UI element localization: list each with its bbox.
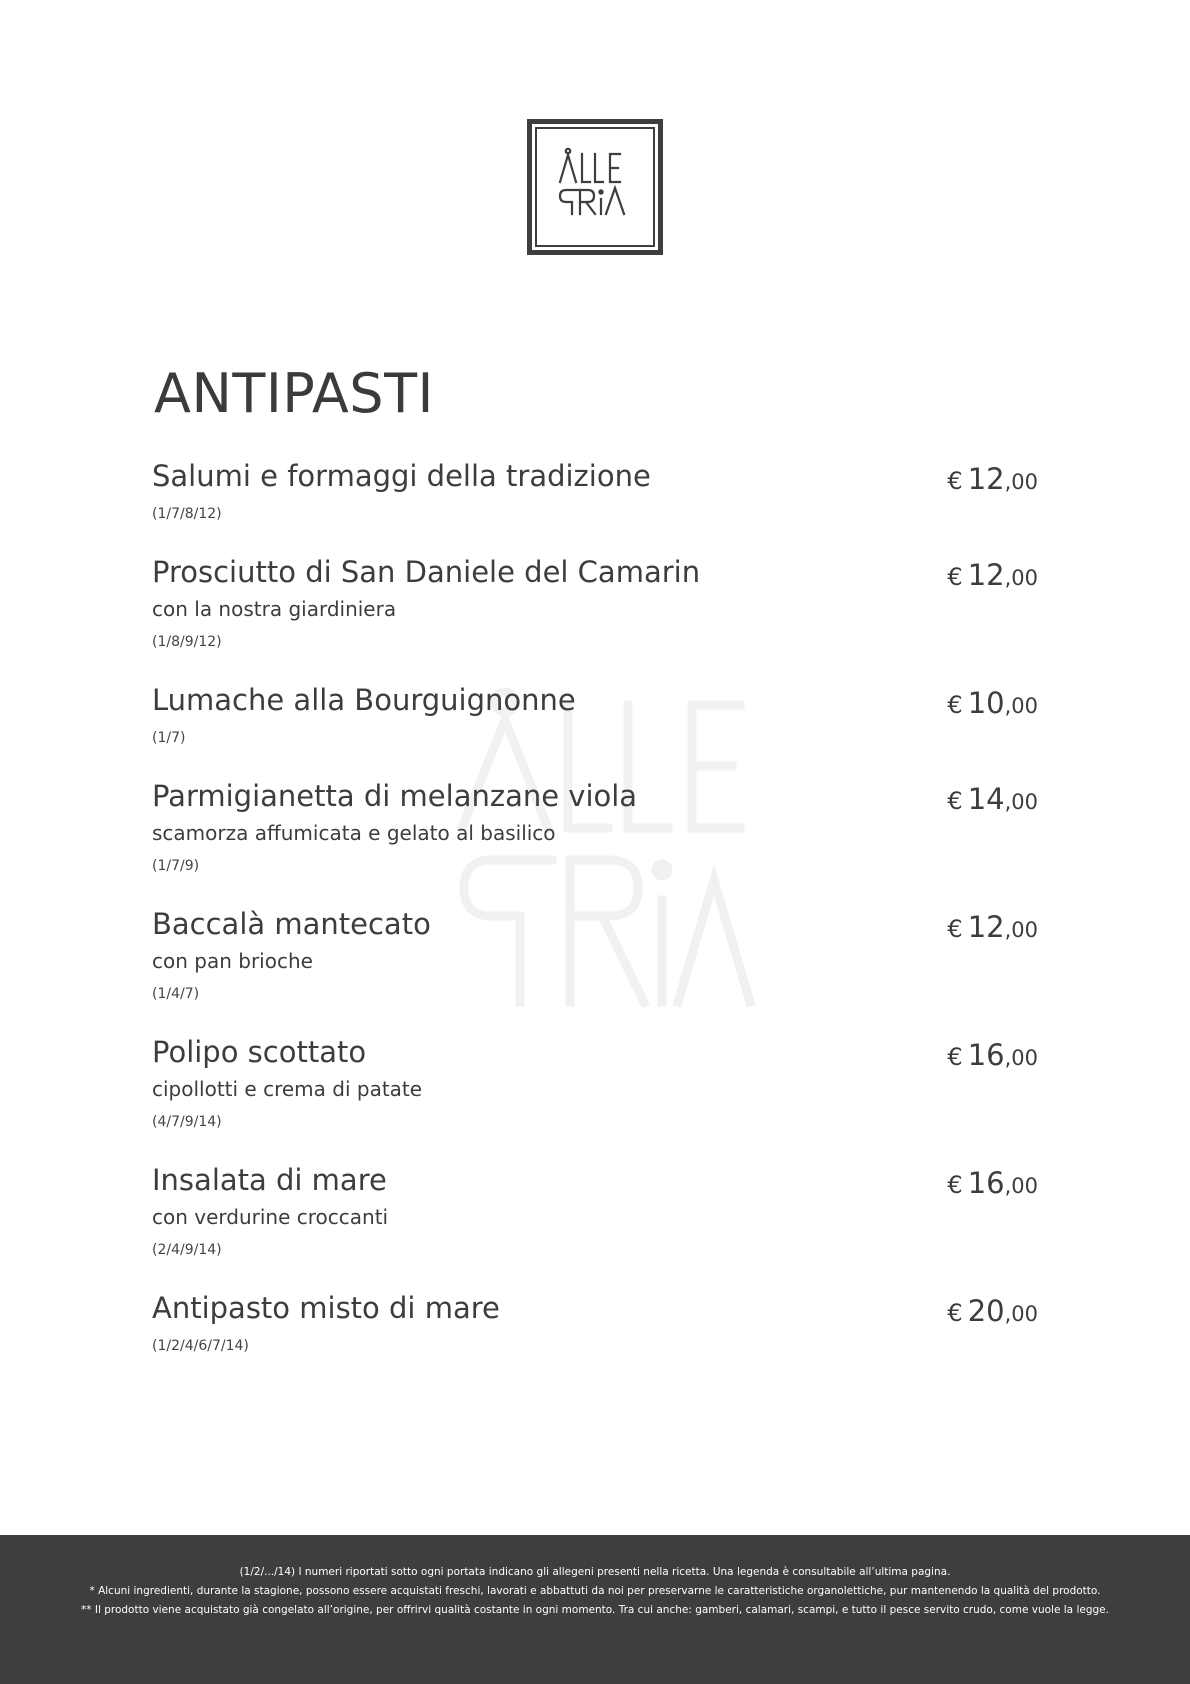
price-decimal: ,00	[1004, 566, 1038, 590]
item-price	[947, 686, 1038, 720]
footer-allergen-note: (1/2/.../14) I numeri riportati sotto ogni portata indicano gli allegeni presenti nella ricetta. Una legenda è consultabile all’ultima pagina.	[239, 1566, 951, 1578]
menu-item	[152, 1034, 1040, 1131]
item-name: Lumache alla Bourguignonne	[152, 683, 576, 717]
section-title: ANTIPASTI	[154, 362, 434, 425]
item-price	[947, 910, 1038, 944]
price-decimal: ,00	[1004, 1174, 1038, 1198]
price-integer: 16	[967, 1166, 1005, 1200]
restaurant-logo	[527, 119, 663, 255]
currency-symbol: €	[947, 787, 963, 815]
menu-item	[152, 778, 1040, 875]
currency-symbol: €	[947, 691, 963, 719]
item-allergens: (1/2/4/6/7/14)	[152, 1338, 249, 1354]
item-price	[947, 1038, 1038, 1072]
item-price	[947, 462, 1038, 496]
item-allergens: (1/7/8/12)	[152, 506, 222, 522]
price-integer: 12	[967, 462, 1005, 496]
price-decimal: ,00	[1004, 694, 1038, 718]
item-description: scamorza affumicata e gelato al basilico	[152, 821, 556, 845]
price-integer: 12	[967, 910, 1005, 944]
item-name: Baccalà mantecato	[152, 907, 431, 941]
price-decimal: ,00	[1004, 470, 1038, 494]
price-integer: 12	[967, 558, 1005, 592]
item-allergens: (2/4/9/14)	[152, 1242, 222, 1258]
price-integer: 10	[967, 686, 1005, 720]
item-allergens: (1/4/7)	[152, 986, 200, 1002]
footer-notes	[0, 1535, 1190, 1684]
currency-symbol: €	[947, 563, 963, 591]
menu-item	[152, 906, 1040, 1003]
item-description: con verdurine croccanti	[152, 1205, 389, 1229]
price-integer: 16	[967, 1038, 1005, 1072]
item-name: Insalata di mare	[152, 1163, 387, 1197]
item-description: con la nostra giardiniera	[152, 597, 397, 621]
item-name: Parmigianetta di melanzane viola	[152, 779, 638, 813]
item-name: Prosciutto di San Daniele del Camarin	[152, 555, 701, 589]
item-description: con pan brioche	[152, 949, 313, 973]
menu-item	[152, 1162, 1040, 1259]
footer-fresh-note: * Alcuni ingredienti, durante la stagione, possono essere acquistati freschi, lavorati e abbattuti da noi per preservarne le caratteristiche organolettiche, pur mantenendo la qualità del prodotto.	[89, 1585, 1101, 1597]
item-name: Antipasto misto di mare	[152, 1291, 500, 1325]
price-integer: 14	[967, 782, 1005, 816]
item-name: Salumi e formaggi della tradizione	[152, 459, 651, 493]
item-price	[947, 1294, 1038, 1328]
menu-item	[152, 554, 1040, 651]
price-decimal: ,00	[1004, 1302, 1038, 1326]
currency-symbol: €	[947, 467, 963, 495]
logo-lettering-graphic	[532, 124, 658, 250]
item-price	[947, 782, 1038, 816]
currency-symbol: €	[947, 1171, 963, 1199]
item-price	[947, 1166, 1038, 1200]
price-decimal: ,00	[1004, 918, 1038, 942]
price-decimal: ,00	[1004, 790, 1038, 814]
item-allergens: (1/7/9)	[152, 858, 200, 874]
menu-item	[152, 458, 1040, 523]
item-allergens: (1/7)	[152, 730, 186, 746]
currency-symbol: €	[947, 1043, 963, 1071]
price-integer: 20	[967, 1294, 1005, 1328]
item-allergens: (4/7/9/14)	[152, 1114, 222, 1130]
item-name: Polipo scottato	[152, 1035, 367, 1069]
item-price	[947, 558, 1038, 592]
currency-symbol: €	[947, 915, 963, 943]
footer-frozen-note: ** Il prodotto viene acquistato già congelato all’origine, per offrirvi qualità costante in ogni momento. Tra cui anche: gamberi, calamari, scampi, e tutto il pesce servito crudo, come vuole la legge.	[81, 1604, 1109, 1616]
item-allergens: (1/8/9/12)	[152, 634, 222, 650]
menu-item	[152, 682, 1040, 747]
item-description: cipollotti e crema di patate	[152, 1077, 423, 1101]
currency-symbol: €	[947, 1299, 963, 1327]
menu-item	[152, 1290, 1040, 1355]
price-decimal: ,00	[1004, 1046, 1038, 1070]
